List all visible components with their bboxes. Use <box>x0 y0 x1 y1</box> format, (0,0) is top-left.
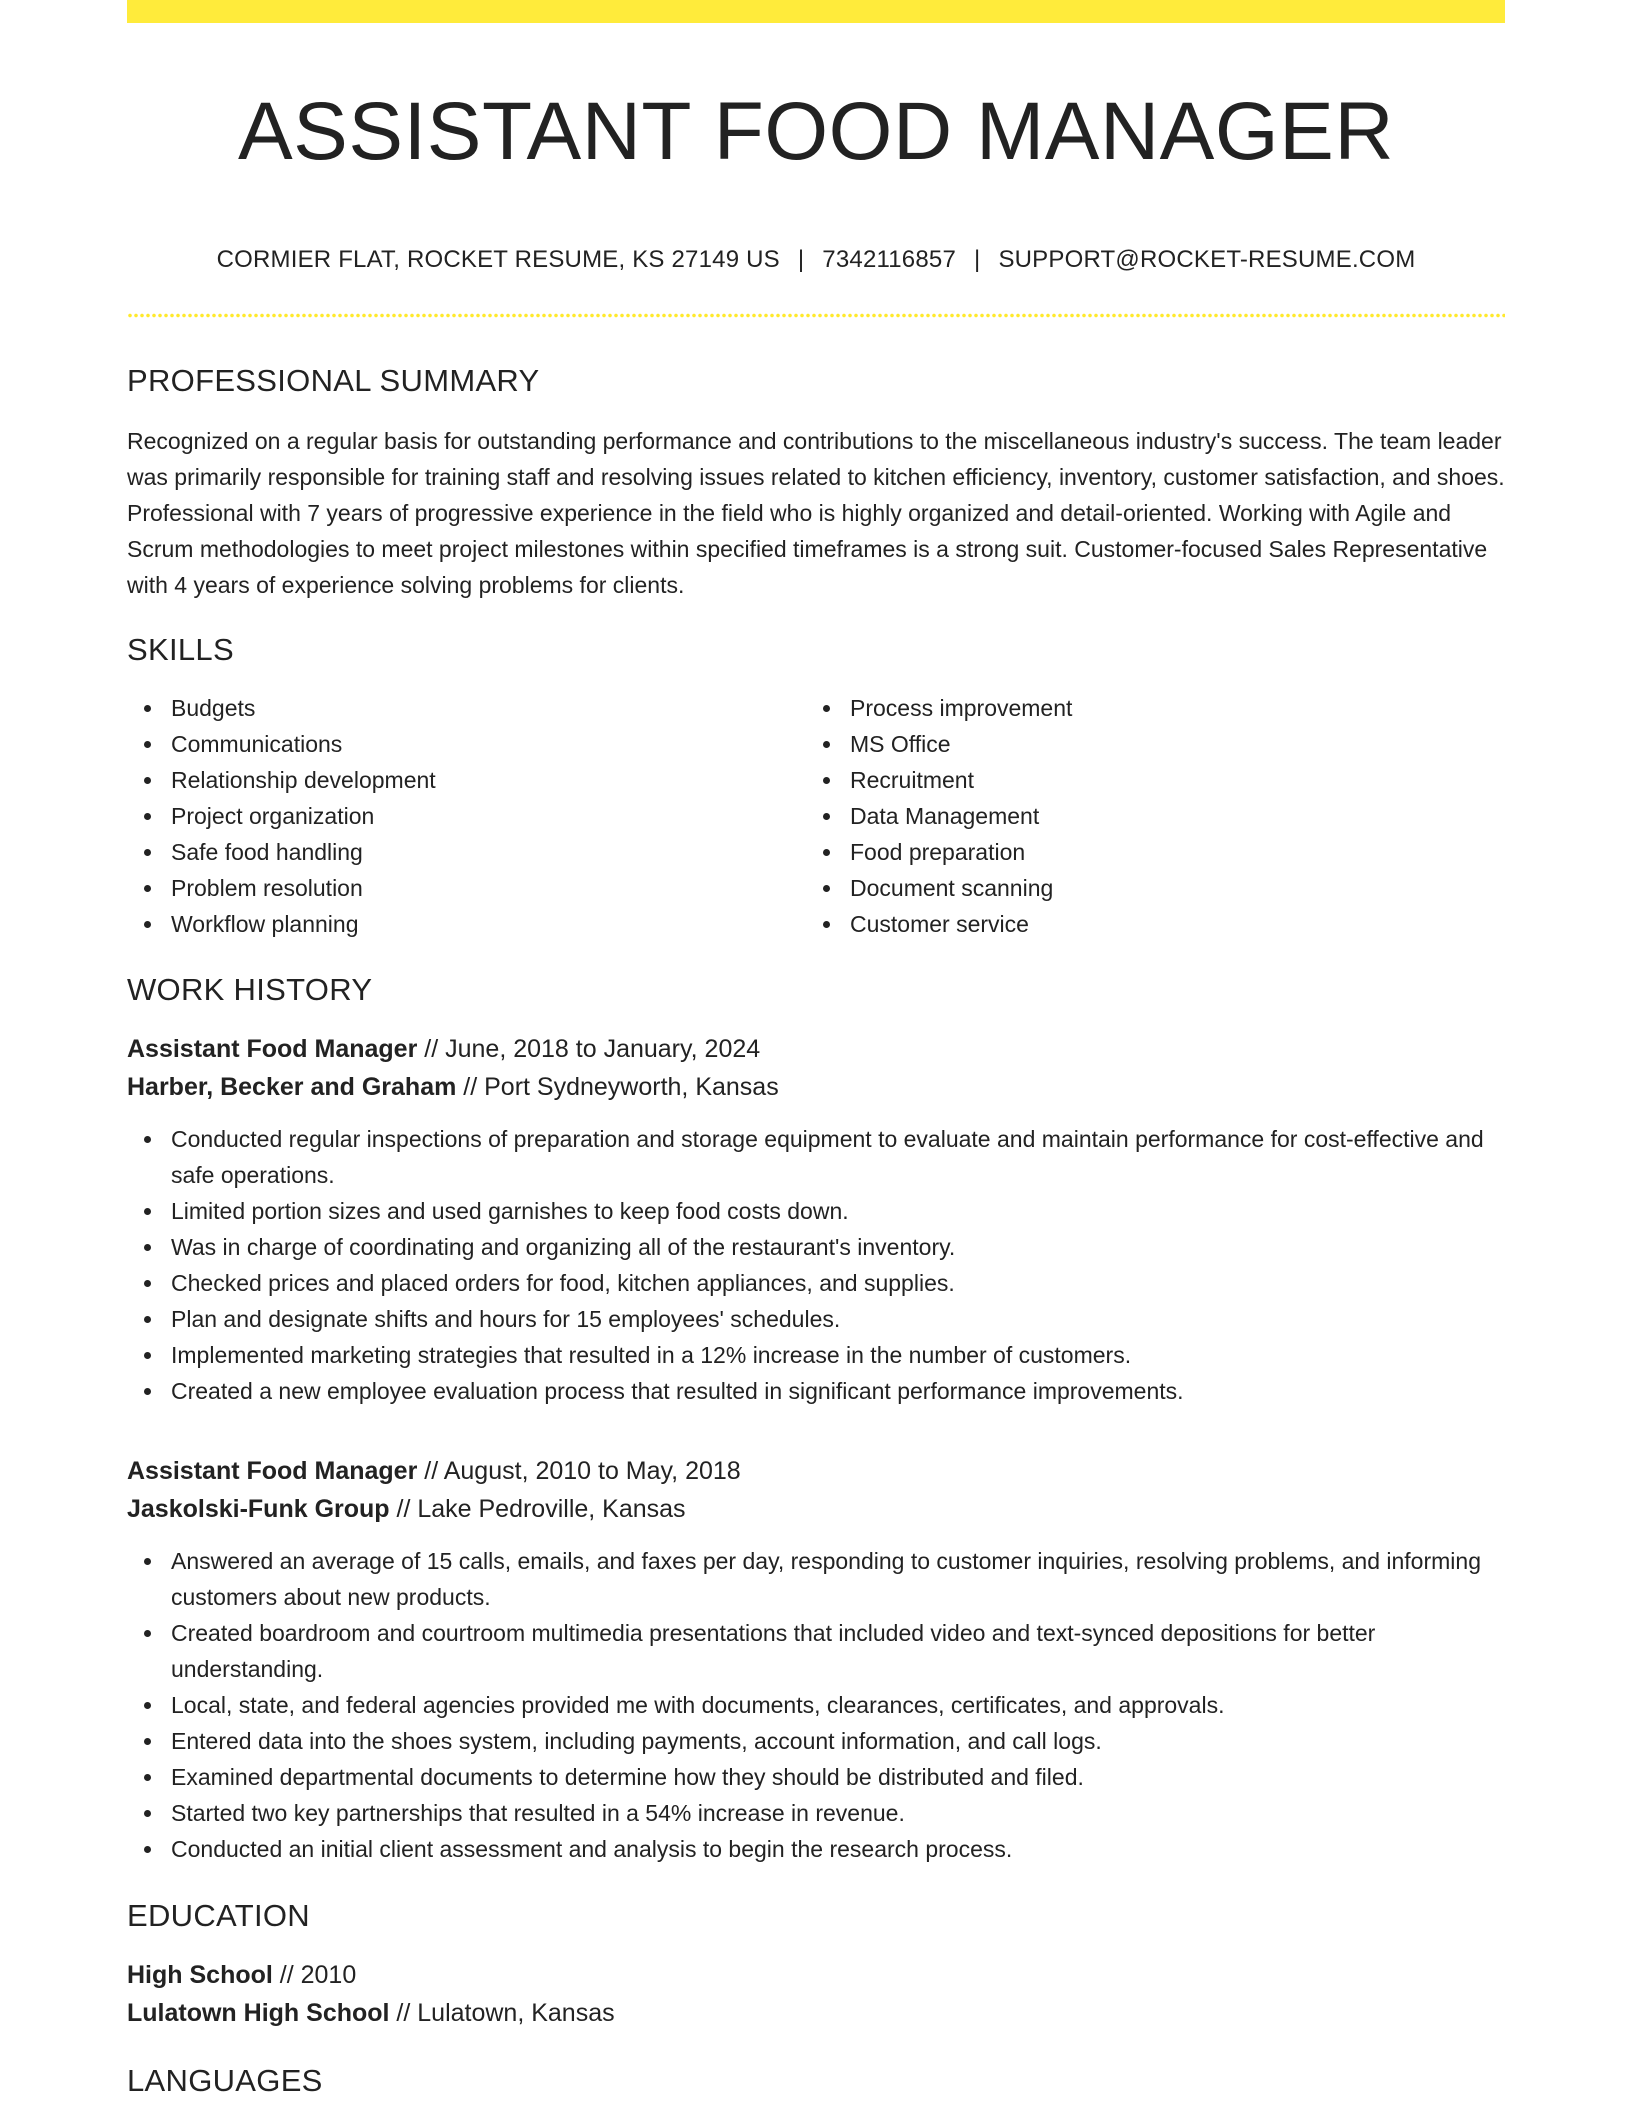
skills-column-right <box>806 690 1485 942</box>
skill-item: Recruitment <box>806 762 1485 798</box>
job-title-line <box>127 1452 1505 1490</box>
job-bullets <box>127 1121 1505 1409</box>
contact-email: SUPPORT@ROCKET-RESUME.COM <box>998 246 1416 273</box>
job-dates: // August, 2010 to May, 2018 <box>417 1457 741 1485</box>
contact-address: CORMIER FLAT, ROCKET RESUME, KS 27149 US <box>216 246 780 273</box>
job-company: Harber, Becker and Graham <box>127 1073 457 1101</box>
skill-item: Safe food handling <box>127 834 806 870</box>
skill-item: Data Management <box>806 798 1485 834</box>
education-year: // 2010 <box>272 1961 357 1989</box>
skill-item: Project organization <box>127 798 806 834</box>
skill-item: Process improvement <box>806 690 1485 726</box>
summary-heading: PROFESSIONAL SUMMARY <box>127 363 540 398</box>
education-degree-line <box>127 1956 1505 1994</box>
contact-separator: | <box>797 246 805 273</box>
education-location: // Lulatown, Kansas <box>389 1999 615 2027</box>
skill-item: Food preparation <box>806 834 1485 870</box>
summary-text: Recognized on a regular basis for outstanding performance and contributions to the miscellaneous industry's success. The team leader was primarily responsible for training staff and resolving issues related to kitchen efficiency, inventory, customer satisfaction, and shoes. Professional with 7 years of progressive experience in the field who is highly organized and detail-oriented. Working with Agile and Scrum methodologies to meet project milestones within specified timeframes is a strong suit. Customer-focused Sales Representative with 4 years of experience solving problems for clients. <box>127 428 1505 598</box>
resume-page <box>127 0 1505 2099</box>
job-company-line <box>127 1490 1505 1528</box>
skill-item: Budgets <box>127 690 806 726</box>
job-bullet: Entered data into the shoes system, including payments, account information, and call logs. <box>127 1723 1505 1759</box>
skill-item: Customer service <box>806 906 1485 942</box>
dotted-divider <box>127 313 1505 318</box>
skill-item: Document scanning <box>806 870 1485 906</box>
education-heading: EDUCATION <box>127 1898 310 1933</box>
resume-name: ASSISTANT FOOD MANAGER <box>237 86 1395 177</box>
education-degree: High School <box>127 1961 273 1989</box>
skill-item: Communications <box>127 726 806 762</box>
job-bullet: Conducted regular inspections of preparation and storage equipment to evaluate and maintain performance for cost-effective and safe operations. <box>127 1121 1505 1193</box>
job-dates: // June, 2018 to January, 2024 <box>417 1035 761 1063</box>
job-location: // Lake Pedroville, Kansas <box>389 1495 686 1523</box>
skill-item: Problem resolution <box>127 870 806 906</box>
job-bullet: Created a new employee evaluation process that resulted in significant performance improvements. <box>127 1373 1505 1409</box>
work-history-heading: WORK HISTORY <box>127 972 373 1007</box>
job-company-line <box>127 1068 1505 1106</box>
skill-item: MS Office <box>806 726 1485 762</box>
education-school-line <box>127 1994 1505 2032</box>
job-bullets <box>127 1543 1505 1867</box>
job-title-line <box>127 1030 1505 1068</box>
skill-item: Workflow planning <box>127 906 806 942</box>
contact-phone: 7342116857 <box>822 246 956 273</box>
accent-bar <box>127 0 1505 23</box>
job-bullet: Examined departmental documents to determine how they should be distributed and filed. <box>127 1759 1505 1795</box>
education-entry <box>127 1956 1505 2032</box>
skills-heading: SKILLS <box>127 632 234 667</box>
contact-separator: | <box>974 246 981 273</box>
skills-column-left <box>127 690 806 942</box>
job-role: Assistant Food Manager <box>127 1457 418 1485</box>
skill-item: Relationship development <box>127 762 806 798</box>
skills-list <box>127 690 1505 942</box>
job-bullet: Answered an average of 15 calls, emails, and faxes per day, responding to customer inquiries, resolving problems, and informing customers about new products. <box>127 1543 1505 1615</box>
job-bullet: Implemented marketing strategies that resulted in a 12% increase in the number of customers. <box>127 1337 1505 1373</box>
job-bullet: Conducted an initial client assessment and analysis to begin the research process. <box>127 1831 1505 1867</box>
contact-line <box>127 246 1505 274</box>
job-entry <box>127 1030 1505 1409</box>
job-company: Jaskolski-Funk Group <box>127 1495 390 1523</box>
job-role: Assistant Food Manager <box>127 1035 418 1063</box>
job-bullet: Local, state, and federal agencies provided me with documents, clearances, certificates, and approvals. <box>127 1687 1505 1723</box>
job-bullet: Created boardroom and courtroom multimedia presentations that included video and text-synced depositions for better understanding. <box>127 1615 1505 1687</box>
languages-heading: LANGUAGES <box>127 2063 323 2098</box>
education-school: Lulatown High School <box>127 1999 390 2027</box>
job-bullet: Plan and designate shifts and hours for 15 employees' schedules. <box>127 1301 1505 1337</box>
job-bullet: Limited portion sizes and used garnishes to keep food costs down. <box>127 1193 1505 1229</box>
job-bullet: Started two key partnerships that resulted in a 54% increase in revenue. <box>127 1795 1505 1831</box>
job-location: // Port Sydneyworth, Kansas <box>456 1073 779 1101</box>
job-entry <box>127 1452 1505 1867</box>
job-bullet: Checked prices and placed orders for food, kitchen appliances, and supplies. <box>127 1265 1505 1301</box>
job-bullet: Was in charge of coordinating and organizing all of the restaurant's inventory. <box>127 1229 1505 1265</box>
